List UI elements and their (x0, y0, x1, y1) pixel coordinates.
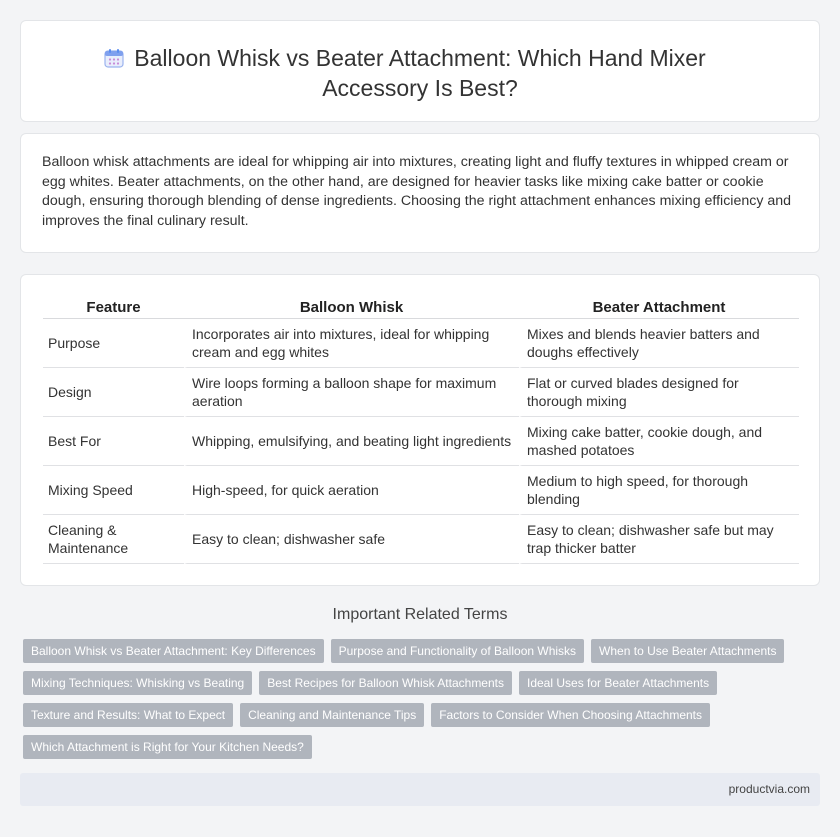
related-term-tag[interactable]: Best Recipes for Balloon Whisk Attachments (259, 671, 512, 695)
intro-card (20, 133, 820, 253)
related-term-tag[interactable]: Mixing Techniques: Whisking vs Beating (23, 671, 252, 695)
related-term-tag[interactable]: Balloon Whisk vs Beater Attachment: Key Differences (23, 639, 324, 663)
page-title: Balloon Whisk vs Beater Attachment: Which Hand Mixer Accessory Is Best? (134, 45, 706, 101)
comparison-table (43, 295, 799, 564)
table-row (43, 319, 799, 368)
row-balloon-whisk: Easy to clean; dishwasher safe (184, 515, 519, 564)
row-feature: Mixing Speed (43, 466, 184, 515)
row-beater-attachment: Mixing cake batter, cookie dough, and mashed potatoes (519, 417, 799, 466)
related-term-tag[interactable]: Purpose and Functionality of Balloon Whisks (331, 639, 584, 663)
row-feature: Design (43, 368, 184, 417)
table-row (43, 368, 799, 417)
row-feature: Purpose (43, 319, 184, 368)
title-card (20, 20, 820, 122)
related-term-tag[interactable]: Cleaning and Maintenance Tips (240, 703, 424, 727)
related-term-tag[interactable]: Factors to Consider When Choosing Attachments (431, 703, 710, 727)
row-balloon-whisk: Wire loops forming a balloon shape for maximum aeration (184, 368, 519, 417)
related-term-tag[interactable]: Which Attachment is Right for Your Kitchen Needs? (23, 735, 312, 759)
row-balloon-whisk: High-speed, for quick aeration (184, 466, 519, 515)
row-beater-attachment: Easy to clean; dishwasher safe but may trap thicker batter (519, 515, 799, 564)
header-beater-attachment: Beater Attachment (519, 295, 799, 319)
related-terms-list (23, 639, 803, 759)
comparison-card (20, 274, 820, 586)
row-beater-attachment: Flat or curved blades designed for thorough mixing (519, 368, 799, 417)
footer-bar (20, 773, 820, 806)
row-feature: Best For (43, 417, 184, 466)
row-feature: Cleaning & Maintenance (43, 515, 184, 564)
related-terms-heading: Important Related Terms (332, 606, 508, 623)
table-header-row (43, 295, 799, 319)
header-feature: Feature (43, 295, 184, 319)
row-beater-attachment: Mixes and blends heavier batters and doughs effectively (519, 319, 799, 368)
row-beater-attachment: Medium to high speed, for thorough blending (519, 466, 799, 515)
table-row (43, 417, 799, 466)
header-balloon-whisk: Balloon Whisk (184, 295, 519, 319)
related-term-tag[interactable]: Texture and Results: What to Expect (23, 703, 233, 727)
table-row (43, 466, 799, 515)
intro-paragraph: Balloon whisk attachments are ideal for whipping air into mixtures, creating light and fluffy textures in whipped cream or egg whites. Beater attachments, on the other hand, are designed for heavier tasks like mixing cake batter or cookie dough, ensuring thorough blending of dense ingredients. Choosing the right attachment enhances mixing efficiency and improves the final culinary result. (42, 154, 792, 229)
related-term-tag[interactable]: When to Use Beater Attachments (591, 639, 784, 663)
footer-site-link[interactable]: productvia.com (728, 782, 810, 796)
row-balloon-whisk: Incorporates air into mixtures, ideal for whipping cream and egg whites (184, 319, 519, 368)
table-row (43, 515, 799, 564)
related-term-tag[interactable]: Ideal Uses for Beater Attachments (519, 671, 717, 695)
row-balloon-whisk: Whipping, emulsifying, and beating light ingredients (184, 417, 519, 466)
